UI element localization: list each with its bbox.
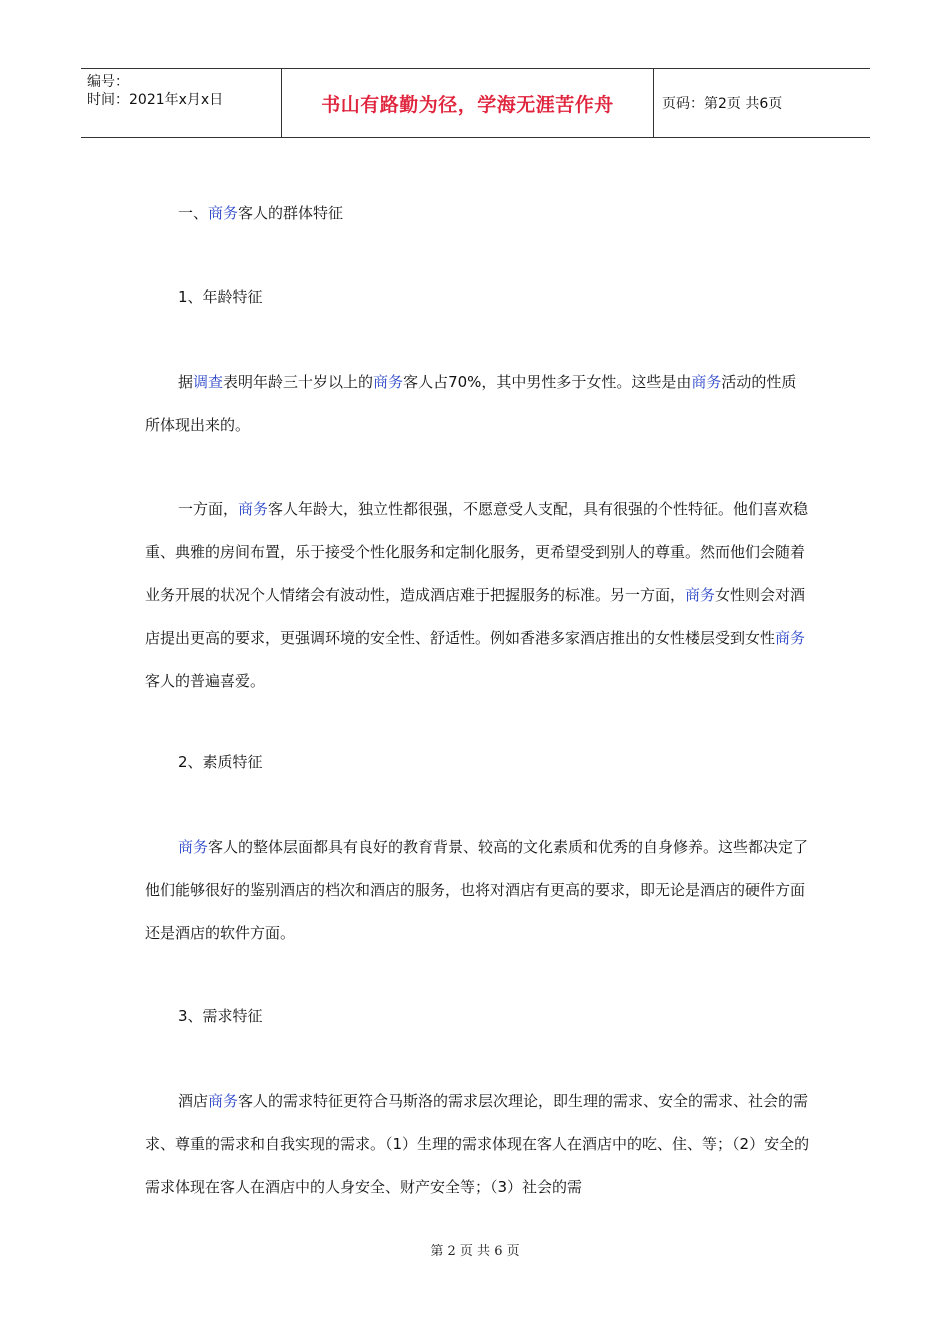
text-run: 客人的需求特征更符合马斯洛的需求层次理论，即生理的需求、安全的需求、社会的需求、尊重的需求和自我实现的需求。（1）生理的需求体现在客人在酒店中的吃、住、等；（2）安全的需求体现在客人在酒店中的人身安全、财产安全等；（3）社会的需	[145, 1092, 810, 1196]
page-footer: 第 2 页 共 6 页	[430, 1244, 520, 1259]
header-meta	[81, 69, 281, 137]
paragraph-age	[145, 361, 810, 447]
text-run: 活动的性质所体现出来的。	[145, 373, 797, 434]
text-run: 据	[178, 373, 194, 391]
text-run: 客人的整体层面都具有良好的教育背景、较高的文化素质和优秀的自身修养。这些都决定了他们能够很好的鉴别酒店的档次和酒店的服务，也将对酒店有更高的要求，即无论是酒店的硬件方面还是酒店的软件方面。	[145, 838, 809, 942]
keyword-link[interactable]: 商务	[208, 204, 239, 222]
keyword-link[interactable]: 商务	[691, 373, 722, 391]
subheading-age: 1、年龄特征	[178, 288, 263, 306]
number-label: 编号：	[87, 74, 129, 90]
keyword-link[interactable]: 商务	[238, 500, 269, 518]
header-motto: 书山有路勤为径，学海无涯苦作舟	[281, 69, 654, 137]
document-header	[81, 68, 870, 138]
text-run: 客人年龄大，独立性都很强，不愿意受人支配，具有很强的个性特征。他们喜欢稳重、典雅的房间布置，乐于接受个性化服务和定制化服务，更希望受到别人的尊重。然而他们会随着业务开展的状况个人情绪会有波动性，造成酒店难于把握服务的标准。另一方面，	[145, 500, 809, 604]
text-run: 客人占70%，其中男性多于女性。这些是由	[403, 373, 692, 391]
paragraph-need	[145, 1080, 810, 1209]
text-run: 一方面，	[178, 500, 239, 518]
keyword-link[interactable]: 商务	[685, 586, 716, 604]
time-label: 时间：2021年x月x日	[87, 92, 224, 108]
keyword-link[interactable]: 商务	[208, 1092, 239, 1110]
subheading-quality: 2、素质特征	[178, 753, 263, 771]
header-page-info: 页码：第2页 共6页	[662, 96, 783, 112]
paragraph-gender	[145, 488, 810, 703]
text-run: 客人的普遍喜爱。	[145, 672, 266, 690]
text-run: 女性则会对酒店提出更高的要求，更强调环境的安全性、舒适性。例如香港多家酒店推出的女性楼层受到女性	[145, 586, 806, 647]
subheading-need: 3、需求特征	[178, 1007, 263, 1025]
section-heading: 一、商务客人的群体特征	[178, 204, 344, 222]
keyword-link[interactable]: 商务	[373, 373, 404, 391]
text-run: 表明年龄三十岁以上的	[223, 373, 374, 391]
text-run: 酒店	[178, 1092, 209, 1110]
keyword-link[interactable]: 商务	[178, 838, 209, 856]
keyword-link[interactable]: 商务	[775, 629, 806, 647]
keyword-link[interactable]: 调查	[193, 373, 224, 391]
paragraph-quality	[145, 826, 810, 955]
